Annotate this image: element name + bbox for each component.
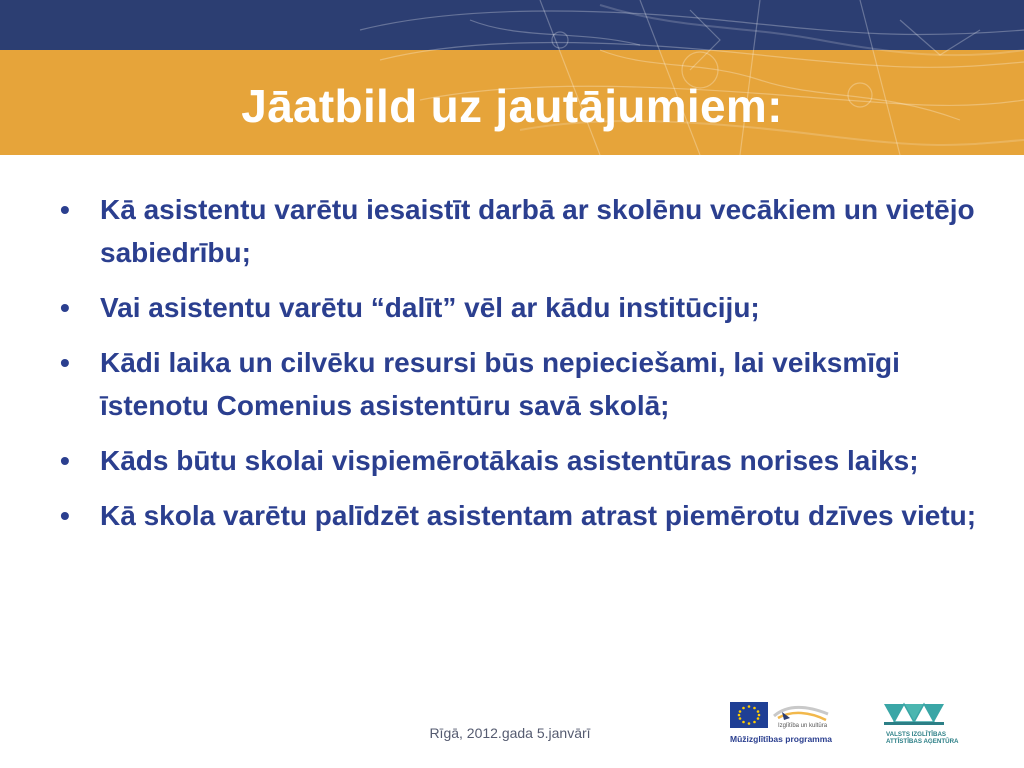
footer-date: Rīgā, 2012.gada 5.janvārī <box>429 725 591 741</box>
bullet-icon: • <box>60 500 70 531</box>
bullet-text: Kāds būtu skolai vispiemērotākais asistentūras norises laiks; <box>100 445 919 476</box>
llp-programme-name: Mūžizglītības programma <box>730 734 833 744</box>
list-item <box>58 341 978 427</box>
list-item <box>58 188 978 274</box>
lifelong-learning-programme-logo <box>728 700 840 750</box>
bullet-icon: • <box>60 194 70 225</box>
list-item <box>58 494 978 537</box>
bullet-text: Kā asistentu varētu iesaistīt darbā ar skolēnu vecākiem un vietējo sabiedrību; <box>100 194 975 268</box>
agency-logo <box>880 700 960 748</box>
bullet-text: Kādi laika un cilvēku resursi būs nepieciešami, lai veiksmīgi īstenotu Comenius asistentūru savā skolā; <box>100 347 900 421</box>
bullet-text: Kā skola varētu palīdzēt asistentam atrast piemērotu dzīves vietu; <box>100 500 977 531</box>
bullet-icon: • <box>60 445 70 476</box>
bullet-text: Vai asistentu varētu “dalīt” vēl ar kādu institūciju; <box>100 292 760 323</box>
slide-title: Jāatbild uz jautājumiem: <box>241 80 783 132</box>
agency-mark-icon <box>884 704 944 725</box>
agency-name-line1: VALSTS IZGLĪTĪBAS <box>886 731 947 738</box>
agency-name-line2: ATTĪSTĪBAS AĢENTŪRA <box>886 738 959 745</box>
bullet-icon: • <box>60 347 70 378</box>
list-item <box>58 286 978 329</box>
llp-swoosh-icon <box>774 708 828 721</box>
bullet-list <box>58 188 978 549</box>
llp-small-text: Izglītība un kultūra <box>778 723 828 729</box>
bullet-icon: • <box>60 292 70 323</box>
list-item <box>58 439 978 482</box>
